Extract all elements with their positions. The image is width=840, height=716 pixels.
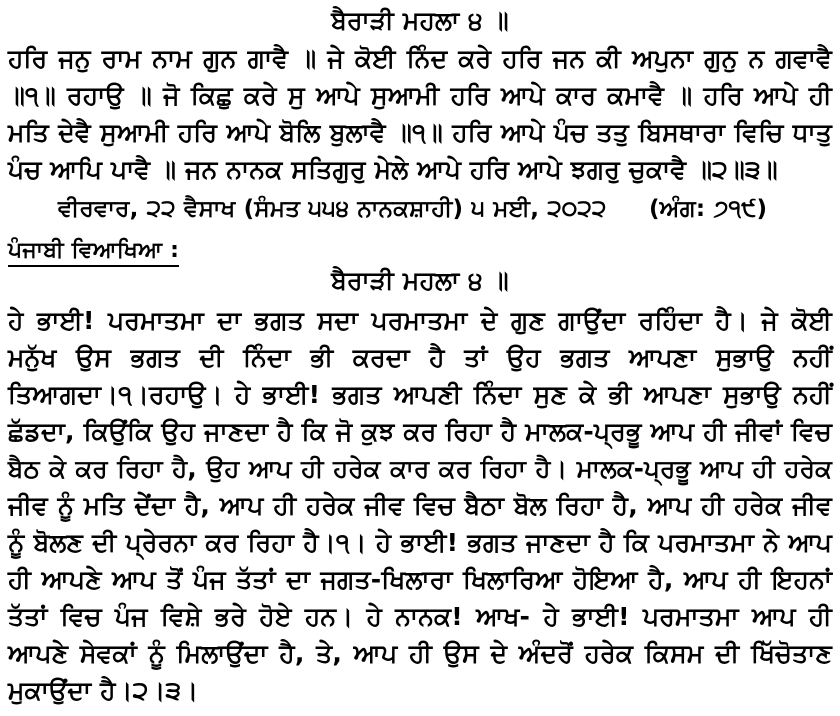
date-line <box>8 192 832 226</box>
date-text: ਵੀਰਵਾਰ, ੨੨ ਵੈਸਾਖ (ਸੰਮਤ ੫੫੪ ਨਾਨਕਸ਼ਾਹੀ) ੫ ਮਈ, ੨੦੨੨ <box>58 196 607 222</box>
explanation-label: ਪੰਜਾਬੀ ਵਿਆਖਿਆ : <box>8 237 179 267</box>
explanation-line-2: ਮਨੁੱਖ ਉਸ ਭਗਤ ਦੀ ਨਿੰਦਾ ਭੀ ਕਰਦਾ ਹੈ ਤਾਂ ਉਹ ਭਗਤ ਆਪਣਾ ਸੁਭਾਉ ਨਹੀਂ <box>8 343 832 372</box>
explanation-line-11: ਮੁਕਾਉਂਦਾ ਹੈ।੨।੩। <box>8 676 199 705</box>
shabad-heading: ਬੈਰਾੜੀ ਮਹਲਾ ੪ ॥ <box>331 6 509 35</box>
shabad-line-1: ਹਰਿ ਜਨੁ ਰਾਮ ਨਾਮ ਗੁਨ ਗਾਵੈ ॥ ਜੇ ਕੋਈ ਨਿੰਦ ਕਰੇ ਹਰਿ ਜਨ ਕੀ ਅਪੁਨਾ ਗੁਨੁ ਨ ਗਵਾਵੈ <box>8 44 832 73</box>
shabad-line-3: ਮਤਿ ਦੇਵੈ ਸੁਆਮੀ ਹਰਿ ਆਪੇ ਬੋਲਿ ਬੁਲਾਵੈ ॥੧॥ ਹਰਿ ਆਪੇ ਪੰਚ ਤਤੁ ਬਿਸਥਾਰਾ ਵਿਚਿ ਧਾਤੁ <box>8 118 832 147</box>
explanation-heading: ਬੈਰਾੜੀ ਮਹਲਾ ੪ ॥ <box>331 266 509 295</box>
ang-reference: (ਅੰਗ: ੭੧੯) <box>648 196 768 222</box>
explanation-line-7: ਨੂੰ ਬੋਲਣ ਦੀ ਪ੍ਰੇਰਨਾ ਕਰ ਰਿਹਾ ਹੈ।੧। ਹੇ ਭਾਈ! ਭਗਤ ਜਾਣਦਾ ਹੈ ਕਿ ਪਰਮਾਤਮਾ ਨੇ ਆਪ <box>8 528 832 557</box>
shabad-line-2: ॥੧॥ ਰਹਾਉ ॥ ਜੋ ਕਿਛੁ ਕਰੇ ਸੁ ਆਪੇ ਸੁਆਮੀ ਹਰਿ ਆਪੇ ਕਾਰ ਕਮਾਵੈ ॥ ਹਰਿ ਆਪੇ ਹੀ <box>8 81 832 110</box>
explanation-line-10: ਆਪਣੇ ਸੇਵਕਾਂ ਨੂੰ ਮਿਲਾਉਂਦਾ ਹੈ, ਤੇ, ਆਪ ਹੀ ਉਸ ਦੇ ਅੰਦਰੋਂ ਹਰੇਕ ਕਿਸਮ ਦੀ ਖਿੱਚੋਤਾਣ <box>8 639 832 668</box>
explanation-line-3: ਤਿਆਗਦਾ।੧।ਰਹਾਉ। ਹੇ ਭਾਈ! ਭਗਤ ਆਪਣੀ ਨਿੰਦਾ ਸੁਣ ਕੇ ਭੀ ਆਪਣਾ ਸੁਭਾਉ ਨਹੀਂ <box>8 380 832 409</box>
explanation-line-4: ਛੱਡਦਾ, ਕਿਉਂਕਿ ਉਹ ਜਾਣਦਾ ਹੈ ਕਿ ਜੋ ਕੁਝ ਕਰ ਰਿਹਾ ਹੈ ਮਾਲਕ-ਪ੍ਰਭੂ ਆਪ ਹੀ ਜੀਵਾਂ ਵਿਚ <box>8 417 832 446</box>
explanation-line-9: ਤੱਤਾਂ ਵਿਚ ਪੰਜ ਵਿਸ਼ੇ ਭਰੇ ਹੋਏ ਹਨ। ਹੇ ਨਾਨਕ! ਆਖ- ਹੇ ਭਾਈ! ਪਰਮਾਤਮਾ ਆਪ ਹੀ <box>8 602 832 631</box>
explanation-line-1: ਹੇ ਭਾਈ! ਪਰਮਾਤਮਾ ਦਾ ਭਗਤ ਸਦਾ ਪਰਮਾਤਮਾ ਦੇ ਗੁਣ ਗਾਉਂਦਾ ਰਹਿੰਦਾ ਹੈ। ਜੇ ਕੋਈ <box>8 306 832 335</box>
explanation-line-8: ਹੀ ਆਪਣੇ ਆਪ ਤੋਂ ਪੰਜ ਤੱਤਾਂ ਦਾ ਜਗਤ-ਖਿਲਾਰਾ ਖਿਲਾਰਿਆ ਹੋਇਆ ਹੈ, ਆਪ ਹੀ ਇਹਨਾਂ <box>8 565 832 594</box>
shabad-line-4: ਪੰਚ ਆਪਿ ਪਾਵੈ ॥ ਜਨ ਨਾਨਕ ਸਤਿਗੁਰੁ ਮੇਲੇ ਆਪੇ ਹਰਿ ਆਪੇ ਝਗਰੁ ਚੁਕਾਵੈ ॥੨॥੩॥ <box>8 155 778 184</box>
explanation-line-6: ਜੀਵ ਨੂੰ ਮਤਿ ਦੇਂਦਾ ਹੈ, ਆਪ ਹੀ ਹਰੇਕ ਜੀਵ ਵਿਚ ਬੈਠਾ ਬੋਲ ਰਿਹਾ ਹੈ, ਆਪ ਹੀ ਹਰੇਕ ਜੀਵ <box>8 491 832 520</box>
explanation-label-row <box>8 232 832 267</box>
explanation-line-5: ਬੈਠ ਕੇ ਕਰ ਰਿਹਾ ਹੈ, ਉਹ ਆਪ ਹੀ ਹਰੇਕ ਕਾਰ ਕਰ ਰਿਹਾ ਹੈ। ਮਾਲਕ-ਪ੍ਰਭੂ ਆਪ ਹੀ ਹਰੇਕ <box>8 454 832 483</box>
